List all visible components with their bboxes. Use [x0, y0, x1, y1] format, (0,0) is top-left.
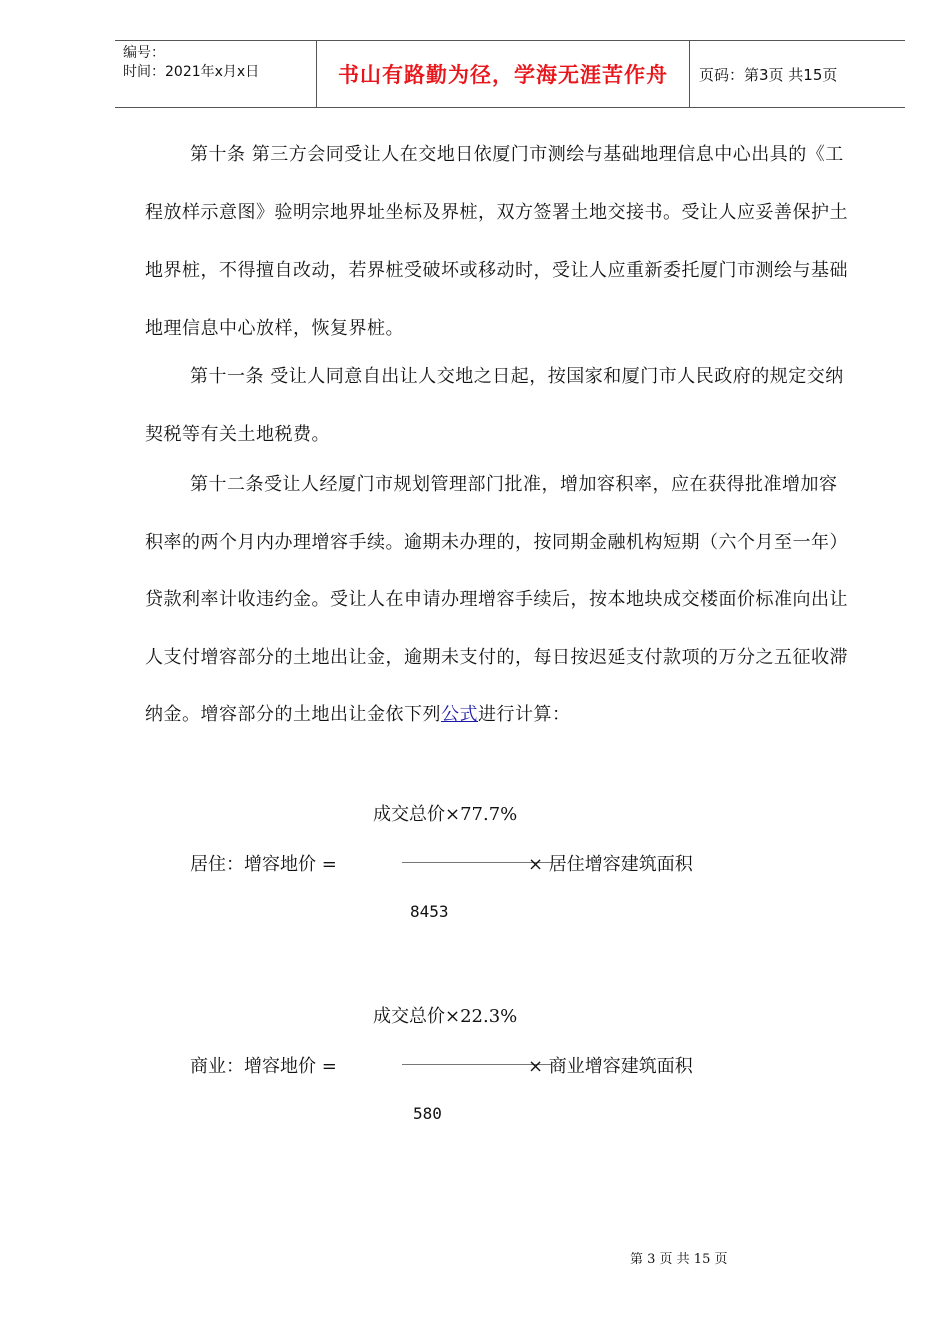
text-segment: 纳金。增容部分的土地出让金依下列 [145, 704, 441, 725]
motto: 书山有路勤为径，学海无涯苦作舟 [338, 62, 668, 87]
document-header [115, 40, 905, 108]
text-line: 第十一条 受让人同意自出让人交地之日起，按国家和厦门市人民政府的规定交纳 [190, 366, 844, 387]
header-motto-cell [316, 41, 690, 107]
header-page-cell [689, 41, 915, 107]
formula-link[interactable]: 公式 [441, 704, 478, 725]
formula-2-numerator: 成交总价×22.3% [373, 1006, 518, 1027]
formula-2-label: 商业：增容地价 = [190, 1056, 337, 1077]
formula-1-suffix: × 居住增容建筑面积 [528, 854, 693, 875]
text-line: 第十条 第三方会同受让人在交地日依厦门市测绘与基础地理信息中心出具的《工 [190, 144, 844, 165]
page-info: 页码：第3页 共15页 [699, 65, 838, 84]
time-label: 时间：2021年x月x日 [123, 64, 260, 80]
text-line: 第十二条受让人经厦门市规划管理部门批准，增加容积率，应在获得批准增加容 [190, 474, 838, 495]
formula-1-label: 居住：增容地价 = [190, 854, 337, 875]
text-segment: 进行计算： [478, 704, 571, 725]
page-footer: 第 3 页 共 15 页 [630, 1252, 728, 1267]
text-line-with-link [145, 700, 571, 726]
formula-2-denominator: 580 [413, 1104, 442, 1123]
formula-1-numerator: 成交总价×77.7% [373, 804, 518, 825]
text-line: 地理信息中心放样，恢复界桩。 [145, 318, 404, 339]
text-line: 契税等有关土地税费。 [145, 424, 330, 445]
formula-2-suffix: × 商业增容建筑面积 [528, 1056, 693, 1077]
text-line: 人支付增容部分的土地出让金，逾期未支付的，每日按迟延支付款项的万分之五征收滞 [145, 647, 848, 668]
header-meta [115, 41, 315, 107]
text-line: 贷款利率计收违约金。受让人在申请办理增容手续后，按本地块成交楼面价标准向出让 [145, 589, 848, 610]
text-line: 积率的两个月内办理增容手续。逾期未办理的，按同期金融机构短期（六个月至一年） [145, 532, 848, 553]
text-line: 程放样示意图》验明宗地界址坐标及界桩，双方签署土地交接书。受让人应妥善保护土 [145, 202, 848, 223]
formula-1-denominator: 8453 [410, 902, 449, 921]
text-line: 地界桩，不得擅自改动，若界桩受破坏或移动时，受让人应重新委托厦门市测绘与基础 [145, 260, 848, 281]
number-label: 编号： [123, 45, 165, 61]
